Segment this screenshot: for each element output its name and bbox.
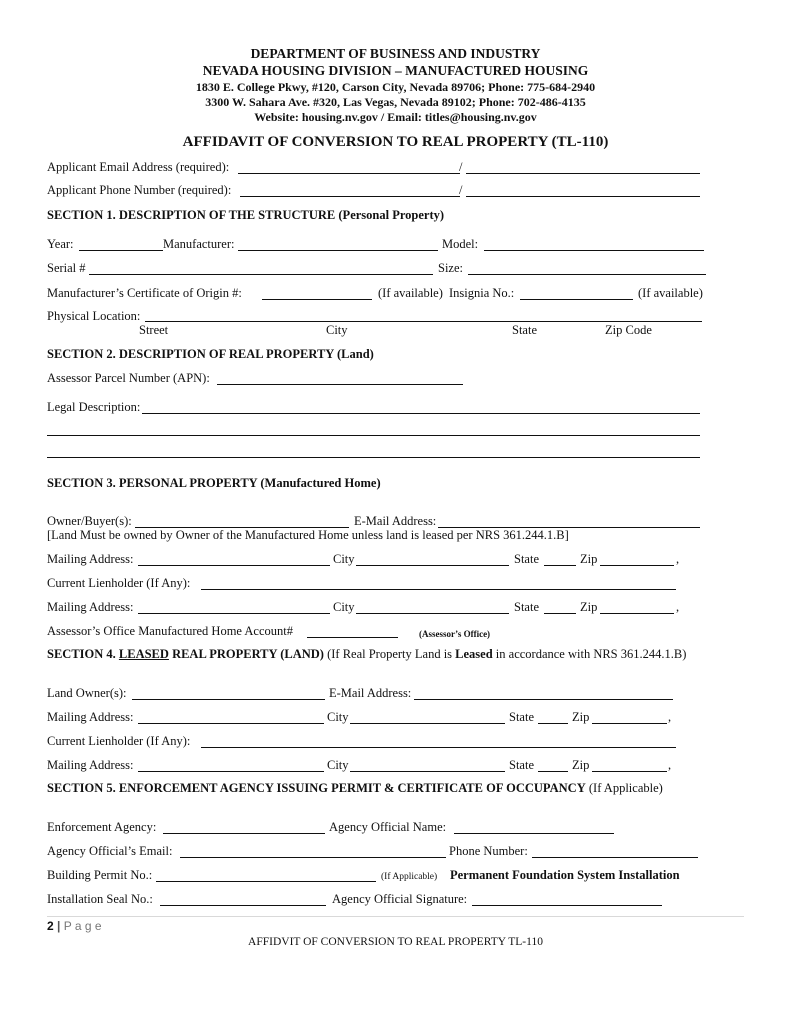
applicant-phone-field-2[interactable] — [466, 196, 700, 197]
applicant-email-field-1[interactable] — [238, 173, 460, 174]
form-title: AFFIDAVIT OF CONVERSION TO REAL PROPERTY (TL-110) — [182, 134, 609, 150]
s3-zip-field-1[interactable] — [600, 565, 674, 566]
section4-heading-note: (If Real Property Land is — [327, 647, 453, 661]
s4-zip-label-2: Zip — [572, 758, 590, 772]
agency-official-email-field[interactable] — [180, 857, 446, 858]
section4-heading-leased-2: Leased — [455, 647, 493, 661]
section5-heading — [47, 781, 663, 795]
footer-form-name: AFFIDVIT OF CONVERSION TO REAL PROPERTY TL-110 — [248, 936, 543, 948]
enforcement-agency-field[interactable] — [163, 833, 325, 834]
size-label: Size: — [438, 261, 463, 275]
apn-field[interactable] — [217, 384, 463, 385]
website-email: Website: housing.nv.gov / Email: titles@housing.nv.gov — [254, 110, 537, 124]
s4-zip-field-1[interactable] — [592, 723, 667, 724]
s3-mailing-field-1[interactable] — [138, 565, 330, 566]
year-label: Year: — [47, 237, 74, 251]
mco-label: Manufacturer’s Certificate of Origin #: — [47, 286, 242, 300]
section4-heading-leased: LEASED — [118, 647, 169, 661]
city-caption: City — [326, 323, 348, 337]
s3-comma-1: , — [676, 552, 680, 566]
model-field[interactable] — [484, 250, 704, 251]
section5-heading-title: SECTION 5. ENFORCEMENT AGENCY ISSUING PERMIT & CERTIFICATE OF OCCUPANCY — [47, 781, 586, 795]
apn-label: Assessor Parcel Number (APN): — [47, 371, 210, 385]
mco-field[interactable] — [262, 299, 372, 300]
agency-official-email-label: Agency Official’s Email: — [47, 844, 173, 858]
model-label: Model: — [442, 237, 479, 251]
s3-state-label-2: State — [514, 600, 539, 614]
legal-description-label: Legal Description: — [47, 400, 141, 414]
building-permit-label: Building Permit No.: — [47, 868, 153, 882]
owner-buyer-label: Owner/Buyer(s): — [47, 514, 132, 528]
s4-mailing-label-1: Mailing Address: — [47, 710, 134, 724]
s4-lienholder-label: Current Lienholder (If Any): — [47, 734, 191, 748]
s3-state-field-1[interactable] — [544, 565, 576, 566]
land-owner-email-label: E-Mail Address: — [329, 686, 412, 700]
s3-city-label-1: City — [333, 552, 355, 566]
s4-city-field-2[interactable] — [350, 771, 505, 772]
s3-state-field-2[interactable] — [544, 613, 576, 614]
manufacturer-field[interactable] — [238, 250, 438, 251]
section3-heading-title: SECTION 3. PERSONAL PROPERTY — [47, 476, 258, 490]
division-heading: NEVADA HOUSING DIVISION – MANUFACTURED HOUSING — [202, 63, 589, 78]
s4-city-field-1[interactable] — [350, 723, 505, 724]
ownership-note: [Land Must be owned by Owner of the Manufactured Home unless land is leased per NRS 361.244.1.B] — [47, 528, 569, 542]
legal-description-line-2[interactable] — [47, 435, 700, 436]
s3-mailing-label-1: Mailing Address: — [47, 552, 134, 566]
phone-number-field[interactable] — [532, 857, 698, 858]
building-permit-field[interactable] — [156, 881, 376, 882]
agency-official-name-field[interactable] — [454, 833, 614, 834]
s3-lienholder-field[interactable] — [201, 589, 676, 590]
s3-city-field-2[interactable] — [356, 613, 509, 614]
s4-city-label-2: City — [327, 758, 349, 772]
assessor-account-field[interactable] — [307, 637, 398, 638]
legal-description-line-3[interactable] — [47, 457, 700, 458]
state-caption: State — [512, 323, 537, 337]
agency-official-signature-field[interactable] — [472, 905, 662, 906]
land-owner-field[interactable] — [132, 699, 325, 700]
footer-page-label — [47, 919, 102, 933]
s3-mailing-field-2[interactable] — [138, 613, 330, 614]
footer-page-separator: | — [57, 919, 61, 933]
s3-zip-label-2: Zip — [580, 600, 598, 614]
applicant-email-field-2[interactable] — [466, 173, 700, 174]
assessor-account-label: Assessor’s Office Manufactured Home Account# — [47, 624, 294, 638]
agency-official-name-label: Agency Official Name: — [329, 820, 447, 834]
land-owner-email-field[interactable] — [414, 699, 673, 700]
applicant-phone-field-1[interactable] — [240, 196, 460, 197]
s4-zip-label-1: Zip — [572, 710, 590, 724]
s3-zip-label-1: Zip — [580, 552, 598, 566]
s3-city-label-2: City — [333, 600, 355, 614]
year-field[interactable] — [79, 250, 163, 251]
section1-heading-title: SECTION 1. DESCRIPTION OF THE STRUCTURE — [47, 208, 336, 222]
footer-page-number: 2 — [47, 919, 54, 933]
s4-city-label-1: City — [327, 710, 349, 724]
footer-divider — [47, 916, 744, 917]
s4-mailing-field-2[interactable] — [138, 771, 324, 772]
s4-mailing-field-1[interactable] — [138, 723, 324, 724]
size-field[interactable] — [468, 274, 706, 275]
section4-heading-nrs: in accordance with NRS 361.244.1.B) — [495, 647, 687, 661]
s4-comma-2: , — [668, 758, 672, 772]
carson-city-address: 1830 E. College Pkwy, #120, Carson City, Nevada 89706; Phone: 775-684-2940 — [195, 80, 596, 94]
land-owner-label: Land Owner(s): — [47, 686, 127, 700]
s4-zip-field-2[interactable] — [592, 771, 667, 772]
s4-comma-1: , — [668, 710, 672, 724]
street-caption: Street — [139, 323, 169, 337]
enforcement-agency-label: Enforcement Agency: — [47, 820, 157, 834]
zip-code-caption: Zip Code — [605, 323, 652, 337]
s4-state-label-1: State — [509, 710, 534, 724]
applicant-phone-label: Applicant Phone Number (required): — [47, 183, 232, 197]
physical-location-label: Physical Location: — [47, 309, 141, 323]
phone-number-label: Phone Number: — [449, 844, 528, 858]
s4-state-field-1[interactable] — [538, 723, 568, 724]
section4-heading — [47, 647, 686, 661]
s3-lienholder-label: Current Lienholder (If Any): — [47, 576, 191, 590]
manufacturer-label: Manufacturer: — [163, 237, 235, 251]
las-vegas-address: 3300 W. Sahara Ave. #320, Las Vegas, Nevada 89102; Phone: 702-486-4135 — [205, 95, 586, 109]
section1-heading-sub: (Personal Property) — [338, 208, 445, 222]
insignia-field[interactable] — [520, 299, 633, 300]
installation-seal-field[interactable] — [160, 905, 326, 906]
assessor-office-note: (Assessor’s Office) — [419, 629, 491, 639]
s4-state-field-2[interactable] — [538, 771, 568, 772]
section2-heading-title: SECTION 2. DESCRIPTION OF REAL PROPERTY — [47, 347, 334, 361]
mco-if-available: (If available) — [378, 286, 443, 300]
department-heading: DEPARTMENT OF BUSINESS AND INDUSTRY — [250, 46, 541, 61]
applicant-email-label: Applicant Email Address (required): — [47, 160, 230, 174]
s3-city-field-1[interactable] — [356, 565, 509, 566]
legal-description-line-1[interactable] — [142, 413, 700, 414]
serial-field[interactable] — [89, 274, 433, 275]
installation-seal-label: Installation Seal No.: — [47, 892, 153, 906]
section4-heading-number: SECTION 4. — [47, 647, 116, 661]
serial-label: Serial # — [47, 261, 86, 275]
section4-heading-title: REAL PROPERTY (LAND) — [172, 647, 324, 661]
section1-heading — [47, 208, 444, 222]
section5-heading-sub: (If Applicable) — [588, 781, 663, 795]
section3-heading — [47, 476, 381, 490]
section3-heading-sub: (Manufactured Home) — [260, 476, 381, 490]
physical-location-field[interactable] — [145, 321, 702, 322]
s3-comma-2: , — [676, 600, 680, 614]
if-applicable-note: (If Applicable) — [381, 872, 438, 882]
permanent-foundation-label: Permanent Foundation System Installation — [450, 868, 680, 882]
applicant-phone-slash: / — [459, 183, 463, 197]
section2-heading-sub: (Land) — [337, 347, 374, 361]
s3-zip-field-2[interactable] — [600, 613, 674, 614]
s4-state-label-2: State — [509, 758, 534, 772]
footer-page-word: P a g e — [63, 919, 102, 933]
s3-state-label-1: State — [514, 552, 539, 566]
insignia-label: Insignia No.: — [449, 286, 515, 300]
applicant-email-slash: / — [459, 160, 463, 174]
s4-mailing-label-2: Mailing Address: — [47, 758, 134, 772]
insignia-if-available: (If available) — [638, 286, 703, 300]
owner-email-label: E-Mail Address: — [354, 514, 437, 528]
section2-heading — [47, 347, 374, 361]
s4-lienholder-field[interactable] — [201, 747, 676, 748]
agency-official-signature-label: Agency Official Signature: — [332, 892, 468, 906]
s3-mailing-label-2: Mailing Address: — [47, 600, 134, 614]
